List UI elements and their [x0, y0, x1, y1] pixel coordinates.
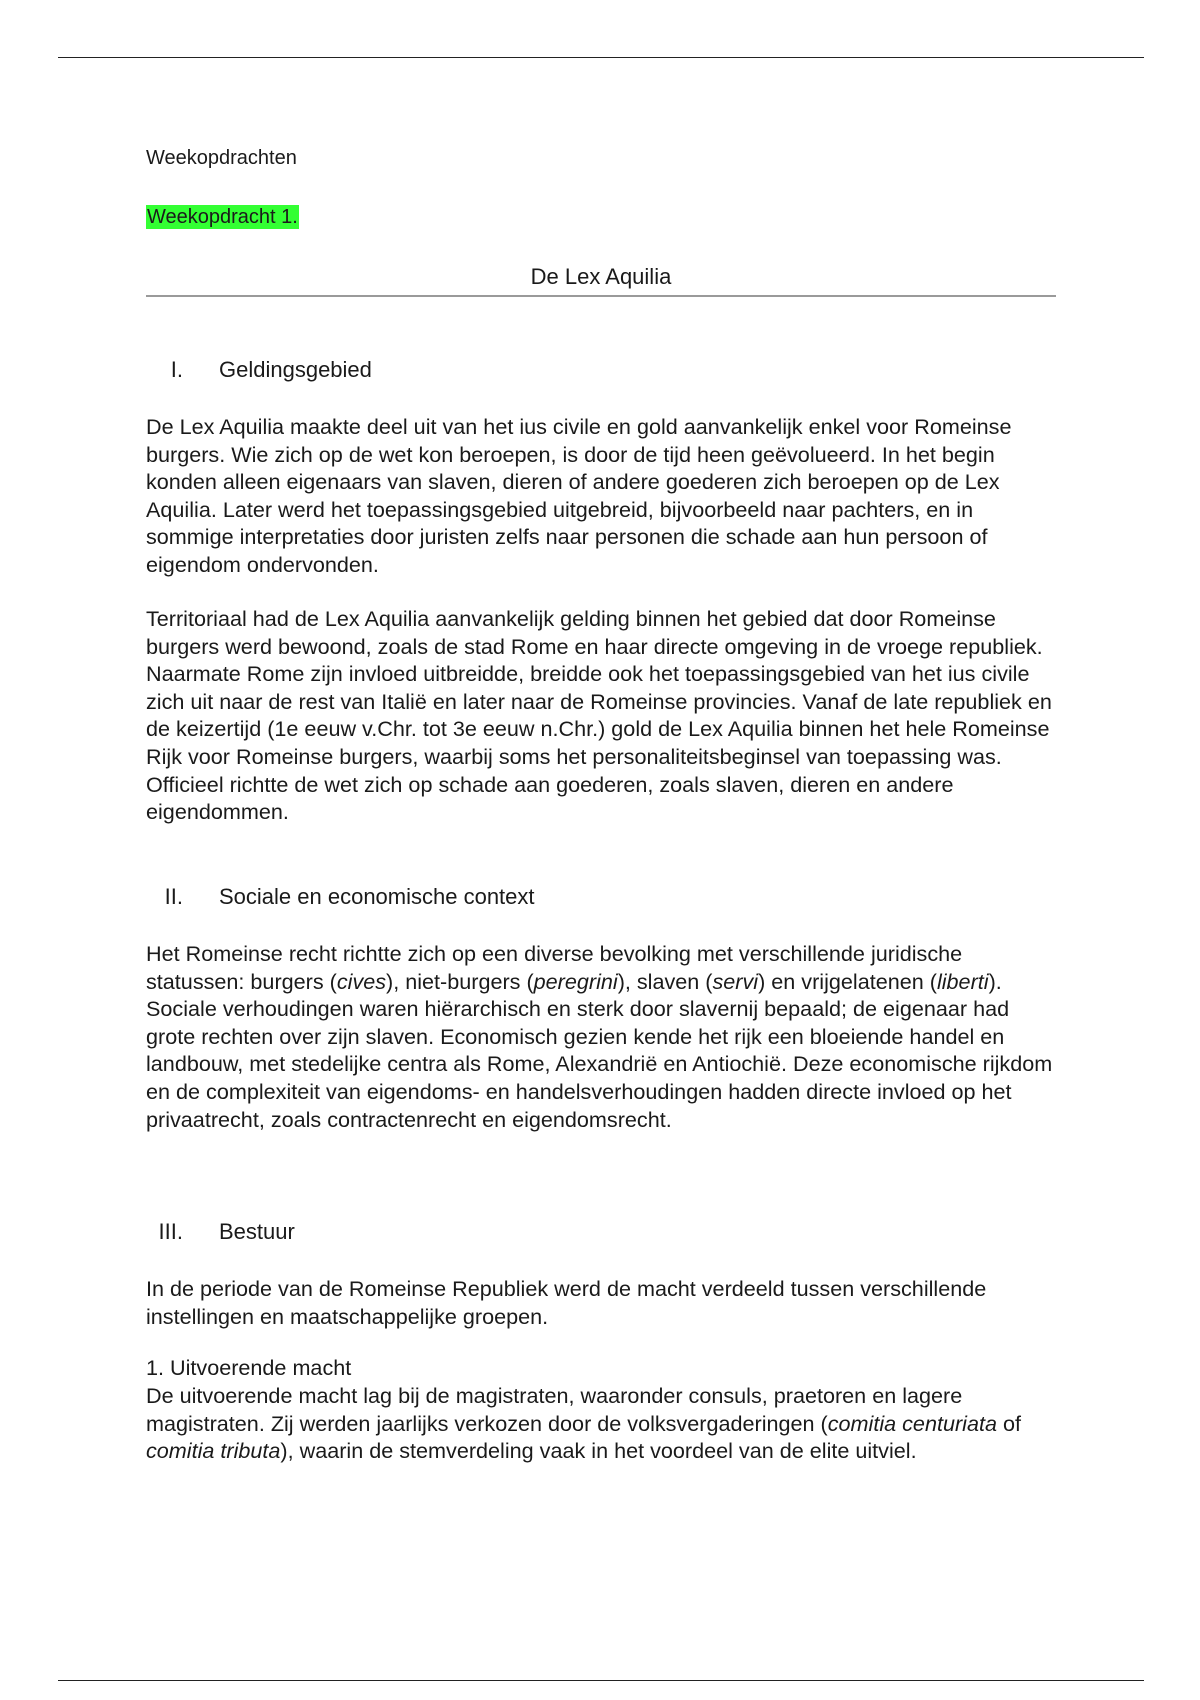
paragraph: In de periode van de Romeinse Republiek werd de macht verdeeld tussen verschillende instellingen en maatschappelijke groepen.: [146, 1276, 987, 1329]
paragraph: Het Romeinse recht richtte zich op een diverse bevolking met verschillende juridische statussen: burgers (cives), niet-burgers (peregrini), slaven (servi) en vrijgelatenen (liberti). Sociale verhoudingen waren hiërarchisch en sterk door slavernij bepaald; de eigenaar had grote rechten over zijn slaven. Economisch gezien kende het rijk een bloeiende handel en landbouw, met stedelijke centra als Rome, Alexandrië en Antiochië. Deze economische rijkdom en de complexiteit van eigendoms- en handelsverhoudingen hadden directe invloed op het privaatrecht, zoals contractenrecht en eigendomsrecht.: [146, 941, 1053, 1132]
document-title: De Lex Aquilia: [530, 264, 672, 289]
subsection-heading: 1. Uitvoerende macht: [146, 1355, 352, 1380]
title-underline: [146, 295, 1056, 297]
assignment-highlight: Weekopdracht 1.: [147, 206, 298, 228]
section-heading-1: [146, 357, 1056, 383]
section-title: Bestuur: [219, 1219, 295, 1244]
page-top-rule: [58, 57, 1144, 58]
section-numeral: I.: [170, 357, 183, 382]
section-numeral: II.: [164, 884, 183, 909]
section-heading-3: [146, 1219, 1056, 1245]
page-bottom-rule: [58, 1680, 1144, 1681]
paragraph: De Lex Aquilia maakte deel uit van het ius civile en gold aanvankelijk enkel voor Romeinse burgers. Wie zich op de wet kon beroepen, is door de tijd heen geëvolueerd. In het begin konden alleen eigenaars van slaven, dieren of andere goederen zich beroepen op de Lex Aquilia. Later werd het toepassingsgebied uitgebreid, bijvoorbeeld naar pachters, en in sommige interpretaties door juristen zelfs naar personen die schade aan hun persoon of eigendom ondervonden.: [146, 414, 1012, 577]
paragraph: De uitvoerende macht lag bij de magistraten, waaronder consuls, praetoren en lagere magistraten. Zij werden jaarlijks verkozen door de volksvergaderingen (comitia centuriata of comitia tributa), waarin de stemverdeling vaak in het voordeel van de elite uitviel.: [146, 1383, 1021, 1464]
section-heading-2: [146, 884, 1056, 910]
section-numeral: III.: [158, 1219, 183, 1244]
section-title: Sociale en economische context: [219, 884, 535, 909]
section-title: Geldingsgebied: [219, 357, 372, 382]
paragraph: Territoriaal had de Lex Aquilia aanvankelijk gelding binnen het gebied dat door Romeinse burgers werd bewoond, zoals de stad Rome en haar directe omgeving in de vroege republiek. Naarmate Rome zijn invloed uitbreidde, breidde ook het toepassingsgebied van het ius civile zich uit naar de rest van Italië en later naar de Romeinse provincies. Vanaf de late republiek en de keizertijd (1e eeuw v.Chr. tot 3e eeuw n.Chr.) gold de Lex Aquilia binnen het hele Romeinse Rijk voor Romeinse burgers, waarbij soms het personaliteitsbeginsel van toepassing was. Officieel richtte de wet zich op schade aan goederen, zoals slaven, dieren en andere eigendommen.: [146, 606, 1052, 825]
document-label: Weekopdrachten: [146, 147, 297, 169]
